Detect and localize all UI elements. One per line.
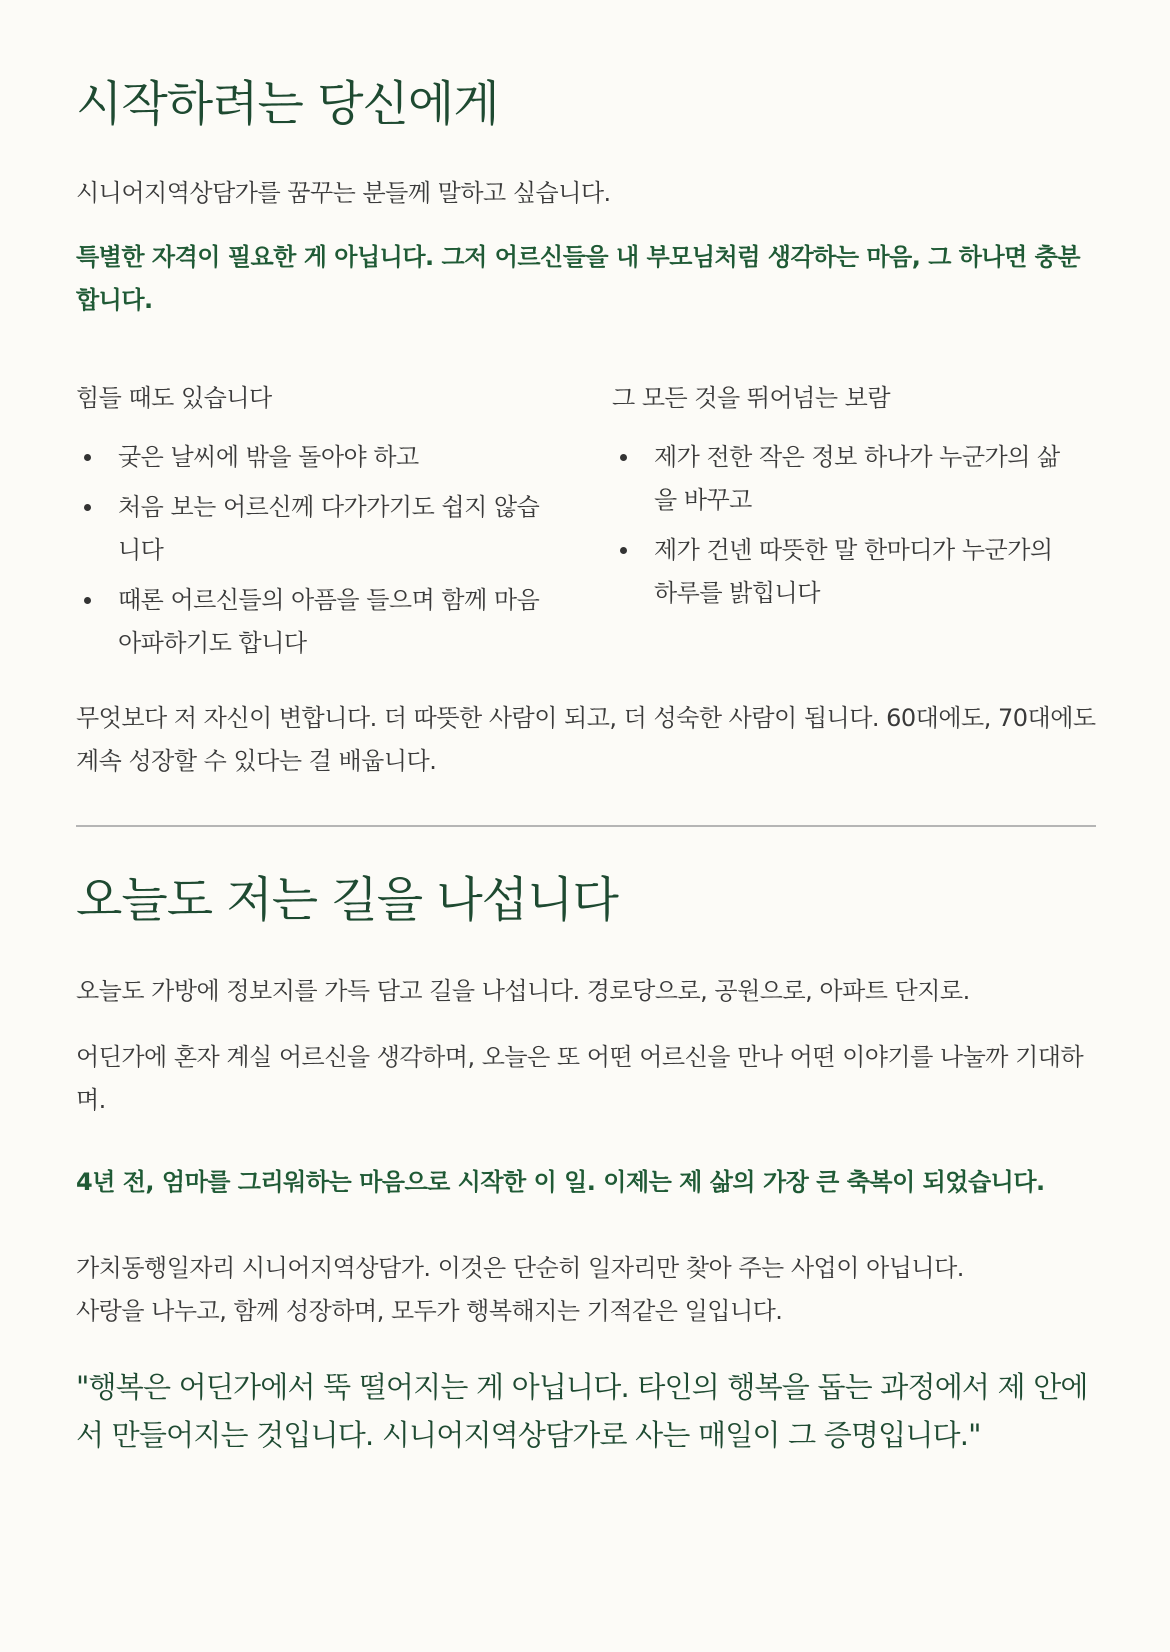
paragraph-expectation: 어딘가에 혼자 계실 어르신을 생각하며, 오늘은 또 어떤 어르신을 만나 어떤 이야기를 나눌까 기대하며. xyxy=(76,1043,1084,1114)
emphasis-text-qualification: 특별한 자격이 필요한 게 아닙니다. 그저 어르신들을 내 부모님처럼 생각하는 마음, 그 하나면 충분합니다. xyxy=(76,243,1081,314)
list-item: 때론 어르신들의 아픔을 들으며 함께 마음 아파하기도 합니다 xyxy=(76,579,546,665)
closing-quote: "행복은 어딘가에서 뚝 떨어지는 게 아닙니다. 타인의 행복을 돕는 과정에서 제 안에서 만들어지는 것입니다. 시니어지역상담가로 사는 매일이 그 증명입니다." xyxy=(76,1370,1088,1452)
list-item: 제가 전한 작은 정보 하나가 누군가의 삶을 바꾸고 xyxy=(612,436,1082,522)
section-title-today: 오늘도 저는 길을 나섭니다 xyxy=(76,872,618,928)
list-item: 처음 보는 어르신께 다가가기도 쉽지 않습니다 xyxy=(76,486,546,572)
column-title-hardships: 힘들 때도 있습니다 xyxy=(76,384,272,412)
bullet-icon xyxy=(84,504,91,511)
column-hardships xyxy=(76,378,546,672)
hardships-list xyxy=(76,436,546,665)
list-item: 제가 건넨 따뜻한 말 한마디가 누군가의 하루를 밝힙니다 xyxy=(612,529,1082,615)
section-divider xyxy=(76,825,1096,827)
column-rewards xyxy=(612,378,1082,622)
intro-text: 시니어지역상담가를 꿈꾸는 분들께 말하고 싶습니다. xyxy=(76,179,611,207)
closing-text-growth: 무엇보다 저 자신이 변합니다. 더 따뜻한 사람이 되고, 더 성숙한 사람이 됩니다. 60대에도, 70대에도 계속 성장할 수 있다는 걸 배웁니다. xyxy=(76,704,1096,775)
bullet-icon xyxy=(620,454,627,461)
bullet-icon xyxy=(84,454,91,461)
paragraph-job-line1: 가치동행일자리 시니어지역상담가. 이것은 단순히 일자리만 찾아 주는 사업이 아닙니다. xyxy=(76,1254,964,1282)
paragraph-job-line2: 사랑을 나누고, 함께 성장하며, 모두가 행복해지는 기적같은 일입니다. xyxy=(76,1297,783,1325)
column-title-rewards: 그 모든 것을 뛰어넘는 보람 xyxy=(612,384,891,412)
rewards-list xyxy=(612,436,1082,615)
list-item: 궂은 날씨에 밖을 돌아야 하고 xyxy=(76,436,546,479)
paragraph-daily-route: 오늘도 가방에 정보지를 가득 담고 길을 나섭니다. 경로당으로, 공원으로, 아파트 단지로. xyxy=(76,977,970,1005)
section-title-start: 시작하려는 당신에게 xyxy=(76,76,499,132)
bullet-icon xyxy=(620,547,627,554)
bullet-icon xyxy=(84,597,91,604)
emphasis-text-blessing: 4년 전, 엄마를 그리워하는 마음으로 시작한 이 일. 이제는 제 삶의 가장 큰 축복이 되었습니다. xyxy=(76,1168,1045,1196)
